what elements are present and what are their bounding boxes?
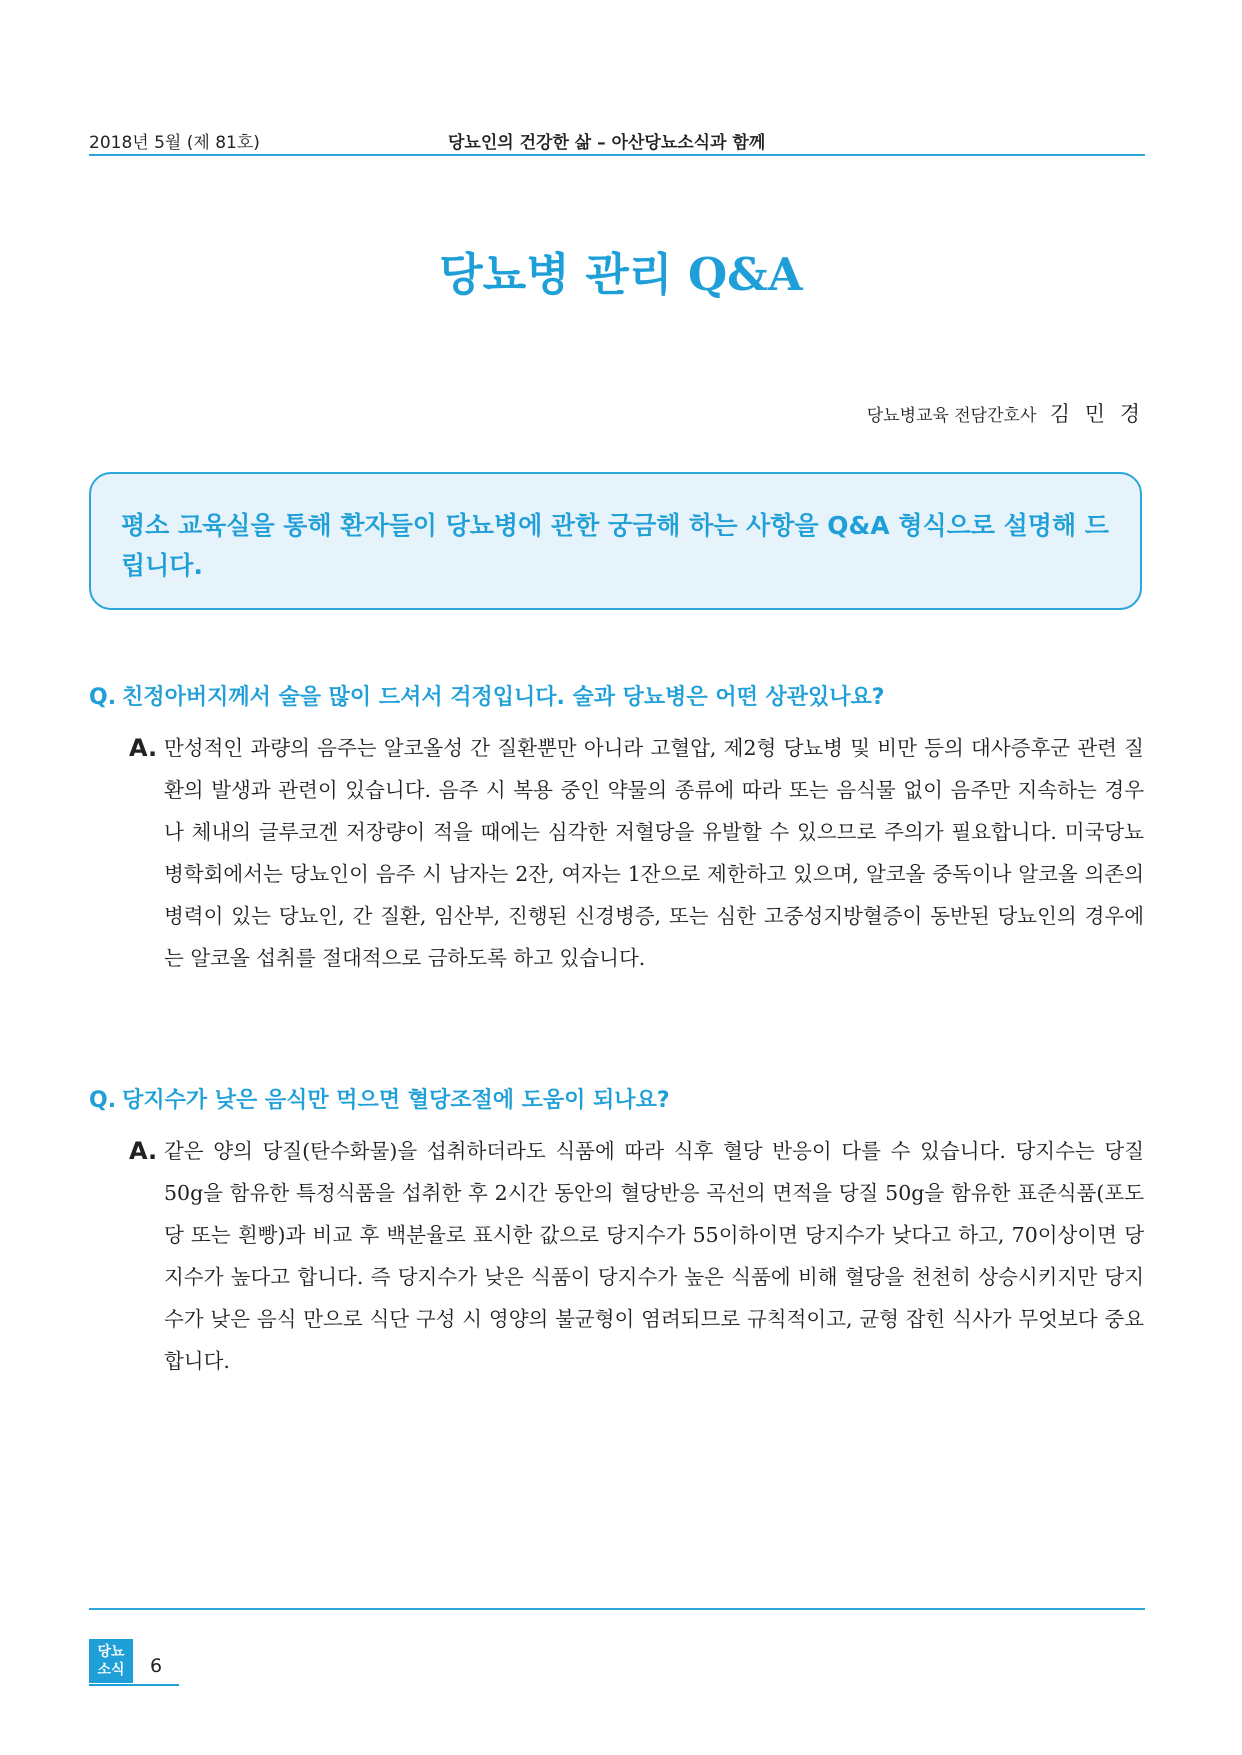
answer <box>89 727 1144 979</box>
page-header <box>89 118 1145 156</box>
footer-underline <box>89 1684 179 1686</box>
footer-divider <box>89 1608 1145 1610</box>
page-title: 당뇨병 관리 Q&A <box>439 248 803 301</box>
author-name: 김 민 경 <box>1049 402 1144 426</box>
qa-item <box>89 683 1144 979</box>
footer-badge <box>89 1639 133 1683</box>
qa-item <box>89 1086 1144 1382</box>
answer-text: 만성적인 과량의 음주는 알코올성 간 질환뿐만 아니라 고혈압, 제2형 당뇨병 및 비만 등의 대사증후군 관련 질환의 발생과 관련이 있습니다. 음주 시 복용 중인 약물의 종류에 따라 또는 음식물 없이 음주만 지속하는 경우나 체내의 글루코겐 저장량이 적을 때에는 심각한 저혈당을 유발할 수 있으므로 주의가 필요합니다. 미국당뇨병학회에서는 당뇨인이 음주 시 남자는 2잔, 여자는 1잔으로 제한하고 있으며, 알코올 중독이나 알코올 의존의 병력이 있는 당뇨인, 간 질환, 임산부, 진행된 신경병증, 또는 심한 고중성지방혈증이 동반된 당뇨인의 경우에는 알코올 섭취를 절대적으로 금하도록 하고 있습니다. <box>164 736 1144 970</box>
question <box>89 1086 1144 1116</box>
answer-mark: A. <box>129 1137 158 1165</box>
question <box>89 683 1144 713</box>
answer <box>89 1130 1144 1382</box>
footer-badge-line2: 소식 <box>97 1662 125 1678</box>
publication-title: 당뇨인의 건강한 삶 – 아산당뇨소식과 함께 <box>448 133 766 153</box>
intro-text: 평소 교육실을 통해 환자들이 당뇨병에 관한 궁금해 하는 사항을 Q&A 형식으로 설명해 드립니다. <box>121 511 1109 580</box>
author-role: 당뇨병교육 전담간호사 <box>866 406 1037 426</box>
question-mark: Q. <box>89 685 117 710</box>
page-number: 6 <box>150 1655 163 1677</box>
answer-mark: A. <box>129 734 158 762</box>
intro-box <box>89 472 1142 610</box>
question-mark: Q. <box>89 1088 117 1113</box>
issue-label: 2018년 5월 (제 81호) <box>89 133 260 153</box>
footer-badge-line1: 당뇨 <box>97 1644 125 1660</box>
author-line <box>867 398 1144 428</box>
question-text: 친정아버지께서 술을 많이 드셔서 걱정입니다. 술과 당뇨병은 어떤 상관있나요? <box>122 685 885 710</box>
question-text: 당지수가 낮은 음식만 먹으면 혈당조절에 도움이 되나요? <box>122 1088 670 1113</box>
answer-text: 같은 양의 당질(탄수화물)을 섭취하더라도 식품에 따라 식후 혈당 반응이 다를 수 있습니다. 당지수는 당질 50g을 함유한 특정식품을 섭취한 후 2시간 동안의 혈당반응 곡선의 면적을 당질 50g을 함유한 표준식품(포도당 또는 흰빵)과 비교 후 백분율로 표시한 값으로 당지수가 55이하이면 당지수가 낮다고 하고, 70이상이면 당지수가 높다고 합니다. 즉 당지수가 낮은 식품이 당지수가 높은 식품에 비해 혈당을 천천히 상승시키지만 당지수가 낮은 음식 만으로 식단 구성 시 영양의 불균형이 염려되므로 규칙적이고, 균형 잡힌 식사가 무엇보다 중요합니다. <box>164 1139 1144 1373</box>
